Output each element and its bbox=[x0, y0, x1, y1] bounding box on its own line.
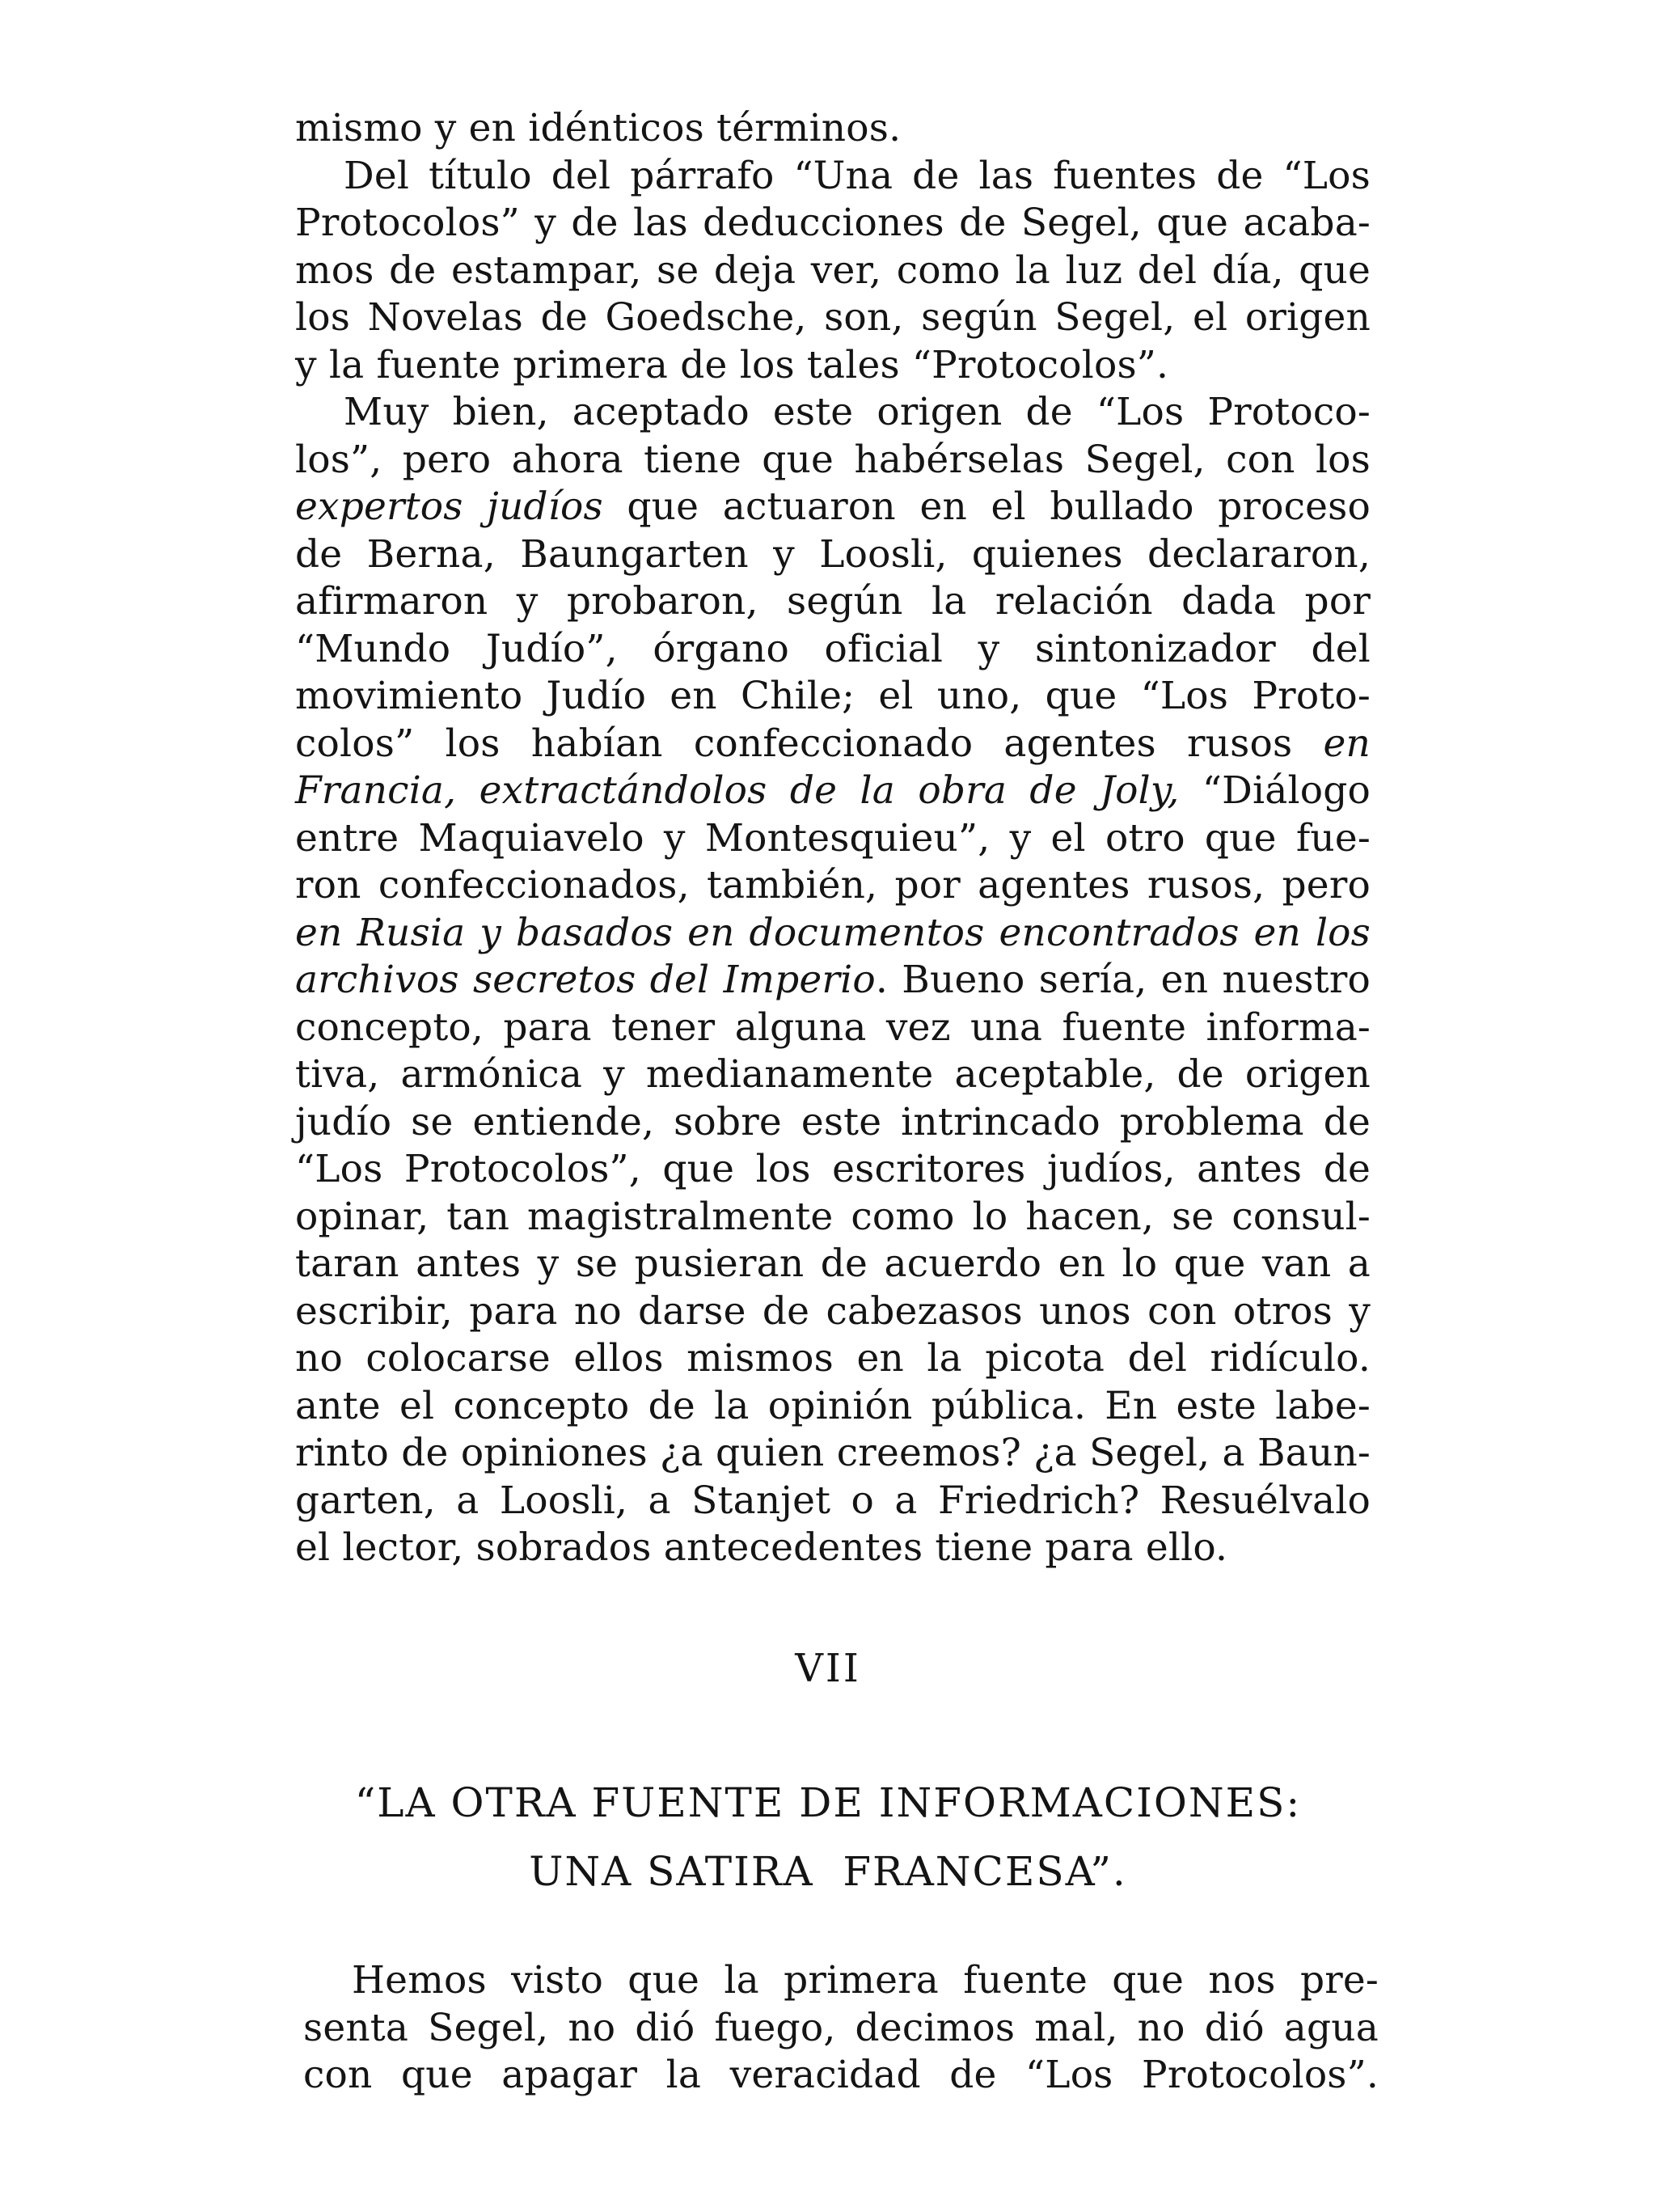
text-line: garten, a Loosli, a Stanjet o a Friedrich? Resuélvalo bbox=[295, 1478, 1371, 1523]
text-line: tiva, armónica y medianamente aceptable, de origen bbox=[295, 1052, 1371, 1097]
text-line: movimiento Judío en Chile; el uno, que “Los Proto- bbox=[295, 674, 1371, 718]
body-text-top bbox=[295, 105, 1371, 1572]
chapter-heading-line-1: “LA OTRA FUENTE DE INFORMACIONES: bbox=[354, 1779, 1302, 1826]
text-line: mismo y en idénticos términos. bbox=[295, 106, 902, 150]
text-line: no colocarse ellos mismos en la picota del ridículo. bbox=[295, 1336, 1371, 1381]
chapter-heading-line-2: UNA SATIRA FRANCESA”. bbox=[529, 1848, 1127, 1895]
text-line: con que apagar la veracidad de “Los Protocolos”. bbox=[303, 2053, 1379, 2097]
text-line: colos” los habían confeccionado agentes rusos en bbox=[295, 721, 1371, 766]
text-line: “Los Protocolos”, que los escritores judíos, antes de bbox=[295, 1147, 1371, 1191]
text-line: Del título del párrafo “Una de las fuentes de “Los bbox=[344, 153, 1371, 198]
text-line: Hemos visto que la primera fuente que nos pre- bbox=[352, 1958, 1379, 2003]
text-line: mos de estampar, se deja ver, como la luz del día, que bbox=[295, 247, 1371, 293]
text-line: judío se entiende, sobre este intrincado problema de bbox=[295, 1099, 1371, 1144]
text-line: Protocolos” y de las deducciones de Segel, que acaba- bbox=[295, 201, 1371, 245]
text-line: ron confeccionados, también, por agentes rusos, pero bbox=[295, 863, 1371, 907]
chapter-number: VII bbox=[795, 1646, 861, 1691]
text-line: los”, pero ahora tiene que habérselas Segel, con los bbox=[295, 437, 1371, 482]
text-line-italic: en Rusia y basados en documentos encontrados en los bbox=[295, 910, 1371, 955]
text-line: entre Maquiavelo y Montesquieu”, y el otro que fue- bbox=[295, 815, 1371, 861]
text-line: senta Segel, no dió fuego, decimos mal, no dió agua bbox=[303, 2005, 1379, 2050]
text-line: rinto de opiniones ¿a quien creemos? ¿a Segel, a Baun- bbox=[295, 1431, 1371, 1475]
text-line: concepto, para tener alguna vez una fuente informa- bbox=[295, 1004, 1371, 1050]
text-line: “Mundo Judío”, órgano oficial y sintonizador del bbox=[295, 626, 1371, 671]
text-line: ante el concepto de la opinión pública. En este labe- bbox=[295, 1383, 1371, 1428]
text-line-italic-start: expertos judíos que actuaron en el bullado proceso bbox=[295, 484, 1371, 529]
text-line: de Berna, Baungarten y Loosli, quienes declararon, bbox=[295, 531, 1371, 577]
text-line: Muy bien, aceptado este origen de “Los Protoco- bbox=[344, 390, 1371, 434]
text-line: el lector, sobrados antecedentes tiene para ello. bbox=[295, 1525, 1228, 1570]
text-line: archivos secretos del Imperio. Bueno sería, en nuestro bbox=[295, 958, 1371, 1002]
text-line: escribir, para no darse de cabezasos unos con otros y bbox=[295, 1288, 1371, 1334]
text-line: opinar, tan magistralmente como lo hacen, se consul- bbox=[295, 1194, 1371, 1239]
text-line: afirmaron y probaron, según la relación dada por bbox=[295, 579, 1371, 624]
text-line: y la fuente primera de los tales “Protocolos”. bbox=[295, 342, 1169, 387]
text-line: los Novelas de Goedsche, son, según Segel, el origen bbox=[295, 295, 1371, 340]
body-text-bottom bbox=[303, 1957, 1379, 2100]
text-line: taran antes y se pusieran de acuerdo en lo que van a bbox=[295, 1241, 1371, 1286]
text-line-italic: Francia, extractándolos de la obra de Joly, “Diálogo bbox=[295, 768, 1371, 813]
